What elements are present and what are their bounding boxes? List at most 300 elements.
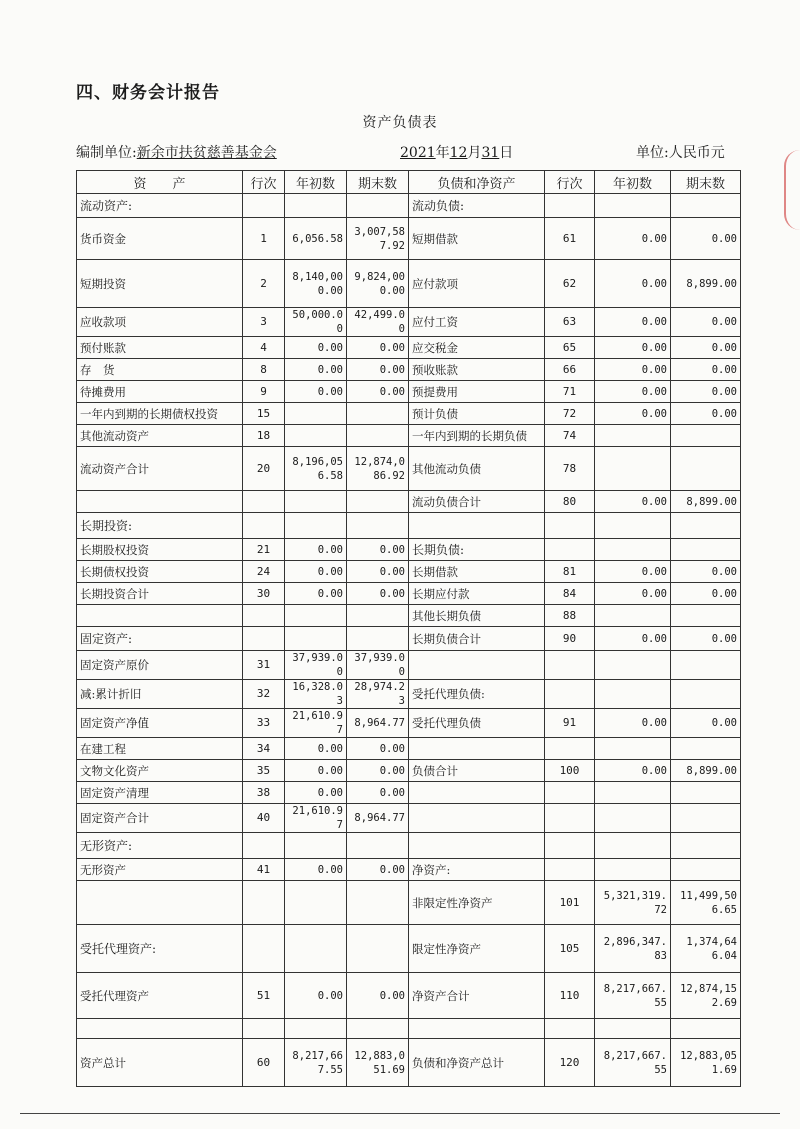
asset-begin-value [285,881,347,925]
liability-label: 限定性净资产 [409,925,545,973]
liability-label: 短期借款 [409,218,545,260]
asset-label: 在建工程 [77,738,243,760]
asset-begin-value: 0.00 [285,782,347,804]
table-row [77,1039,741,1087]
table-row [77,561,741,583]
table-row [77,539,741,561]
liability-begin-value: 0.00 [595,491,671,513]
liability-label: 负债合计 [409,760,545,782]
liability-line-no [545,1019,595,1039]
liability-begin-value: 0.00 [595,403,671,425]
table-row [77,359,741,381]
table-row [77,651,741,680]
liability-label [409,651,545,680]
header-liability: 负债和净资产 [409,171,545,194]
table-row [77,194,741,218]
header-line: 行次 [243,171,285,194]
asset-begin-value: 8,140,000.00 [285,260,347,308]
table-row [77,381,741,403]
liability-end-value [671,425,741,447]
asset-begin-value: 16,328.03 [285,680,347,709]
asset-line-no: 60 [243,1039,285,1087]
liability-end-value: 11,499,506.65 [671,881,741,925]
asset-line-no: 15 [243,403,285,425]
asset-label: 长期债权投资 [77,561,243,583]
table-row [77,881,741,925]
liability-end-value [671,651,741,680]
liability-begin-value: 0.00 [595,381,671,403]
table-row [77,425,741,447]
asset-line-no [243,833,285,859]
liability-label [409,1019,545,1039]
liability-line-no: 66 [545,359,595,381]
table-row [77,738,741,760]
asset-end-value: 0.00 [347,760,409,782]
asset-end-value: 12,874,086.92 [347,447,409,491]
liability-line-no: 80 [545,491,595,513]
liability-line-no: 120 [545,1039,595,1087]
liability-label: 其他长期负债 [409,605,545,627]
asset-line-no: 38 [243,782,285,804]
asset-end-value: 0.00 [347,337,409,359]
asset-label: 长期股权投资 [77,539,243,561]
asset-begin-value: 0.00 [285,337,347,359]
asset-line-no: 18 [243,425,285,447]
asset-label: 受托代理资产 [77,973,243,1019]
asset-line-no: 34 [243,738,285,760]
asset-label: 固定资产清理 [77,782,243,804]
org-name: 新余市扶贫慈善基金会 [136,145,277,161]
liability-label [409,513,545,539]
table-row [77,337,741,359]
date-month-suffix: 月 [467,145,482,161]
liability-begin-value: 0.00 [595,359,671,381]
liability-end-value: 0.00 [671,627,741,651]
liability-end-value: 0.00 [671,709,741,738]
asset-begin-value: 50,000.00 [285,308,347,337]
asset-begin-value: 8,217,667.55 [285,1039,347,1087]
liability-label: 受托代理负债 [409,709,545,738]
asset-end-value [347,605,409,627]
asset-line-no: 33 [243,709,285,738]
liability-line-no [545,833,595,859]
table-row [77,627,741,651]
liability-begin-value: 0.00 [595,760,671,782]
liability-line-no [545,782,595,804]
asset-end-value [347,491,409,513]
asset-end-value: 0.00 [347,782,409,804]
asset-begin-value: 6,056.58 [285,218,347,260]
liability-begin-value [595,194,671,218]
asset-label: 无形资产: [77,833,243,859]
liability-end-value [671,194,741,218]
liability-begin-value [595,680,671,709]
asset-end-value [347,513,409,539]
liability-line-no: 84 [545,583,595,605]
liability-line-no: 61 [545,218,595,260]
liability-end-value: 0.00 [671,381,741,403]
liability-label: 流动负债: [409,194,545,218]
asset-label: 流动资产: [77,194,243,218]
liability-end-value [671,513,741,539]
currency-unit: 单位:人民币元 [636,145,725,161]
liability-line-no [545,680,595,709]
asset-end-value: 0.00 [347,973,409,1019]
liability-end-value [671,539,741,561]
asset-end-value: 0.00 [347,859,409,881]
asset-end-value: 0.00 [347,381,409,403]
liability-end-value [671,605,741,627]
asset-begin-value [285,627,347,651]
liability-end-value: 0.00 [671,218,741,260]
asset-line-no: 31 [243,651,285,680]
asset-line-no: 40 [243,804,285,833]
asset-begin-value: 0.00 [285,583,347,605]
liability-begin-value [595,539,671,561]
table-row [77,513,741,539]
table-row [77,605,741,627]
table-row [77,859,741,881]
liability-label: 预计负债 [409,403,545,425]
asset-line-no [243,605,285,627]
liability-begin-value [595,425,671,447]
liability-end-value [671,804,741,833]
liability-end-value: 0.00 [671,583,741,605]
header-line-2: 行次 [545,171,595,194]
liability-end-value [671,859,741,881]
liability-label: 长期借款 [409,561,545,583]
liability-end-value: 12,874,152.69 [671,973,741,1019]
date-month: 12 [449,145,468,161]
asset-begin-value [285,491,347,513]
asset-begin-value [285,403,347,425]
table-row [77,782,741,804]
liability-label [409,804,545,833]
asset-label: 待摊费用 [77,381,243,403]
asset-line-no: 8 [243,359,285,381]
org-label: 编制单位: [76,145,137,161]
liability-end-value: 12,883,051.69 [671,1039,741,1087]
liability-end-value: 0.00 [671,403,741,425]
liability-end-value [671,680,741,709]
liability-begin-value [595,833,671,859]
liability-label: 应付工资 [409,308,545,337]
asset-end-value: 0.00 [347,738,409,760]
header-end-2: 期末数 [671,171,741,194]
asset-begin-value [285,833,347,859]
asset-label [77,1019,243,1039]
asset-end-value: 8,964.77 [347,804,409,833]
asset-begin-value [285,605,347,627]
liability-end-value [671,1019,741,1039]
asset-begin-value [285,513,347,539]
table-row [77,833,741,859]
asset-label: 固定资产合计 [77,804,243,833]
asset-line-no: 51 [243,973,285,1019]
table-row [77,308,741,337]
asset-line-no [243,925,285,973]
liability-label [409,738,545,760]
liability-label: 非限定性净资产 [409,881,545,925]
balance-sheet-body [77,194,741,1087]
liability-begin-value: 0.00 [595,709,671,738]
asset-begin-value: 8,196,056.58 [285,447,347,491]
liability-end-value: 8,899.00 [671,491,741,513]
asset-end-value: 12,883,051.69 [347,1039,409,1087]
liability-line-no: 78 [545,447,595,491]
asset-line-no [243,1019,285,1039]
table-row [77,760,741,782]
liability-line-no [545,859,595,881]
asset-line-no [243,627,285,651]
liability-end-value [671,447,741,491]
asset-end-value: 37,939.00 [347,651,409,680]
liability-end-value [671,782,741,804]
liability-begin-value [595,513,671,539]
asset-line-no: 20 [243,447,285,491]
asset-end-value: 8,964.77 [347,709,409,738]
liability-line-no [545,194,595,218]
liability-line-no [545,513,595,539]
liability-line-no: 101 [545,881,595,925]
asset-label: 一年内到期的长期债权投资 [77,403,243,425]
liability-begin-value: 8,217,667.55 [595,973,671,1019]
liability-label: 长期负债合计 [409,627,545,651]
date-day: 31 [481,145,500,161]
liability-label: 净资产: [409,859,545,881]
date-year-suffix: 年 [435,145,450,161]
asset-end-value: 42,499.00 [347,308,409,337]
liability-label [409,782,545,804]
liability-begin-value: 2,896,347.83 [595,925,671,973]
asset-label: 长期投资合计 [77,583,243,605]
liability-line-no [545,738,595,760]
asset-begin-value: 0.00 [285,381,347,403]
liability-begin-value: 0.00 [595,583,671,605]
asset-begin-value [285,925,347,973]
page-title: 资产负债表 [362,115,438,131]
asset-end-value: 0.00 [347,539,409,561]
asset-end-value [347,925,409,973]
asset-line-no [243,194,285,218]
liability-end-value: 8,899.00 [671,760,741,782]
liability-end-value: 0.00 [671,308,741,337]
asset-end-value: 3,007,587.92 [347,218,409,260]
liability-end-value: 1,374,646.04 [671,925,741,973]
asset-begin-value: 0.00 [285,561,347,583]
liability-end-value: 0.00 [671,337,741,359]
liability-begin-value [595,859,671,881]
asset-end-value: 9,824,000.00 [347,260,409,308]
asset-end-value: 28,974.23 [347,680,409,709]
asset-end-value: 0.00 [347,561,409,583]
asset-begin-value [285,194,347,218]
seal-stamp-edge [784,150,800,230]
liability-line-no [545,539,595,561]
asset-end-value [347,425,409,447]
asset-line-no: 21 [243,539,285,561]
org-line [76,142,277,162]
table-row [77,491,741,513]
asset-label: 长期投资: [77,513,243,539]
asset-label: 其他流动资产 [77,425,243,447]
liability-label: 预收账款 [409,359,545,381]
section-title: 四、财务会计报告 [76,83,220,103]
asset-end-value [347,881,409,925]
asset-label: 减:累计折旧 [77,680,243,709]
asset-begin-value: 21,610.97 [285,804,347,833]
asset-label: 固定资产原价 [77,651,243,680]
asset-label: 资产总计 [77,1039,243,1087]
liability-begin-value: 8,217,667.55 [595,1039,671,1087]
liability-line-no: 91 [545,709,595,738]
asset-label [77,491,243,513]
asset-begin-value: 21,610.97 [285,709,347,738]
table-row [77,973,741,1019]
asset-end-value [347,627,409,651]
asset-label: 应收款项 [77,308,243,337]
liability-line-no: 74 [545,425,595,447]
liability-begin-value: 0.00 [595,627,671,651]
liability-line-no: 72 [545,403,595,425]
liability-label: 其他流动负债 [409,447,545,491]
table-row [77,218,741,260]
asset-line-no: 35 [243,760,285,782]
table-row [77,447,741,491]
asset-begin-value: 0.00 [285,859,347,881]
asset-line-no [243,513,285,539]
liability-label: 应付款项 [409,260,545,308]
date-day-suffix: 日 [499,145,514,161]
header-row [77,171,741,194]
asset-line-no: 4 [243,337,285,359]
liability-line-no: 63 [545,308,595,337]
liability-line-no: 71 [545,381,595,403]
liability-line-no: 62 [545,260,595,308]
asset-end-value: 0.00 [347,359,409,381]
liability-line-no: 90 [545,627,595,651]
liability-end-value: 0.00 [671,561,741,583]
asset-begin-value: 0.00 [285,359,347,381]
table-row [77,1019,741,1039]
asset-line-no [243,491,285,513]
asset-begin-value: 0.00 [285,738,347,760]
asset-end-value [347,403,409,425]
asset-line-no: 32 [243,680,285,709]
liability-begin-value [595,605,671,627]
liability-begin-value [595,738,671,760]
asset-begin-value [285,1019,347,1039]
liability-label: 应交税金 [409,337,545,359]
asset-label: 预付账款 [77,337,243,359]
asset-label: 文物文化资产 [77,760,243,782]
liability-end-value [671,738,741,760]
liability-begin-value: 0.00 [595,260,671,308]
liability-begin-value: 0.00 [595,337,671,359]
liability-begin-value: 5,321,319.72 [595,881,671,925]
asset-label: 流动资产合计 [77,447,243,491]
asset-label [77,605,243,627]
liability-label: 长期负债: [409,539,545,561]
liability-line-no: 65 [545,337,595,359]
table-row [77,680,741,709]
liability-label: 负债和净资产总计 [409,1039,545,1087]
table-row [77,925,741,973]
liability-line-no: 105 [545,925,595,973]
asset-line-no: 24 [243,561,285,583]
header-begin-2: 年初数 [595,171,671,194]
asset-label: 受托代理资产: [77,925,243,973]
liability-begin-value: 0.00 [595,308,671,337]
asset-begin-value: 0.00 [285,973,347,1019]
asset-end-value: 0.00 [347,583,409,605]
balance-sheet-table [76,170,741,1087]
liability-begin-value [595,1019,671,1039]
asset-begin-value: 0.00 [285,760,347,782]
table-row [77,583,741,605]
liability-line-no: 110 [545,973,595,1019]
liability-begin-value [595,447,671,491]
report-date [400,142,513,162]
liability-end-value [671,833,741,859]
liability-begin-value [595,804,671,833]
asset-label: 短期投资 [77,260,243,308]
liability-label: 一年内到期的长期负债 [409,425,545,447]
asset-line-no: 1 [243,218,285,260]
liability-begin-value [595,651,671,680]
asset-label: 无形资产 [77,859,243,881]
table-row [77,403,741,425]
liability-line-no: 81 [545,561,595,583]
asset-line-no: 30 [243,583,285,605]
liability-label: 长期应付款 [409,583,545,605]
asset-line-no: 41 [243,859,285,881]
liability-label: 净资产合计 [409,973,545,1019]
asset-begin-value: 37,939.00 [285,651,347,680]
liability-line-no: 88 [545,605,595,627]
asset-label: 存 货 [77,359,243,381]
asset-end-value [347,1019,409,1039]
asset-end-value [347,194,409,218]
liability-label [409,833,545,859]
footer-divider [20,1113,780,1114]
asset-line-no [243,881,285,925]
liability-begin-value: 0.00 [595,561,671,583]
asset-label: 货币资金 [77,218,243,260]
asset-label: 固定资产净值 [77,709,243,738]
asset-line-no: 3 [243,308,285,337]
liability-begin-value: 0.00 [595,218,671,260]
asset-label [77,881,243,925]
liability-label: 预提费用 [409,381,545,403]
table-row [77,804,741,833]
table-row [77,260,741,308]
header-begin: 年初数 [285,171,347,194]
asset-begin-value: 0.00 [285,539,347,561]
asset-label: 固定资产: [77,627,243,651]
liability-label: 受托代理负债: [409,680,545,709]
liability-line-no [545,804,595,833]
liability-line-no: 100 [545,760,595,782]
header-end: 期末数 [347,171,409,194]
liability-end-value: 0.00 [671,359,741,381]
asset-begin-value [285,425,347,447]
date-year: 2021 [400,145,436,161]
liability-label: 流动负债合计 [409,491,545,513]
liability-begin-value [595,782,671,804]
liability-end-value: 8,899.00 [671,260,741,308]
liability-line-no [545,651,595,680]
